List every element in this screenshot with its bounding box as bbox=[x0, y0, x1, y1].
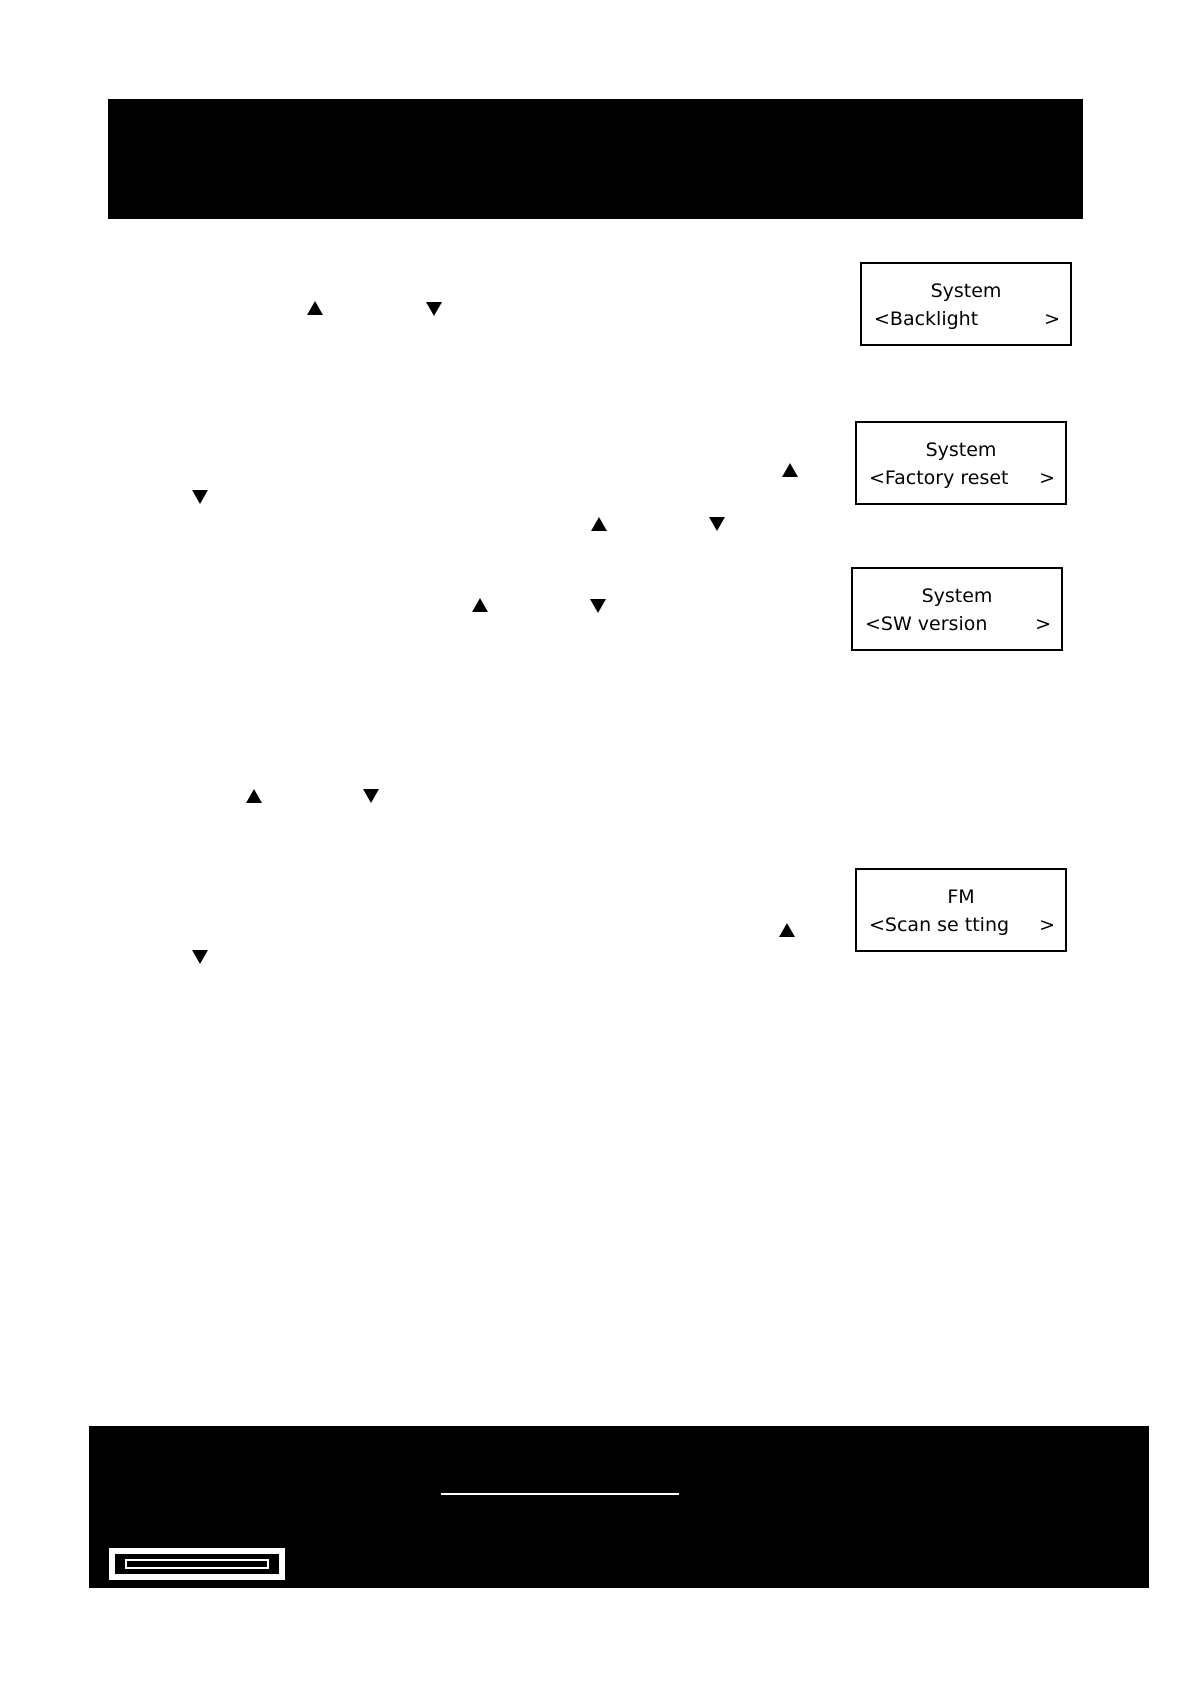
lcd-menu-title: FM bbox=[947, 886, 975, 908]
up-arrow-icon bbox=[779, 923, 795, 937]
lcd-chevron: > bbox=[1039, 467, 1055, 489]
lcd-chevron: > bbox=[1035, 613, 1051, 635]
down-arrow-icon bbox=[709, 517, 725, 531]
footer-logo-inner bbox=[125, 1559, 269, 1569]
lcd-display-sw-version bbox=[851, 567, 1063, 651]
lcd-menu-title: System bbox=[930, 280, 1002, 302]
lcd-display-backlight bbox=[860, 262, 1072, 346]
footer-logo-box bbox=[109, 1548, 285, 1580]
lcd-menu-item: <Factory reset bbox=[869, 467, 1009, 489]
lcd-menu-item: <Scan se tting bbox=[869, 914, 1010, 936]
up-arrow-icon bbox=[472, 598, 488, 612]
up-arrow-icon bbox=[307, 301, 323, 315]
lcd-chevron: > bbox=[1044, 308, 1060, 330]
header-bar bbox=[108, 99, 1083, 219]
up-arrow-icon bbox=[782, 463, 798, 477]
lcd-menu-item: <SW version bbox=[865, 613, 988, 635]
lcd-display-factory-reset bbox=[855, 421, 1067, 505]
up-arrow-icon bbox=[246, 789, 262, 803]
lcd-chevron: > bbox=[1039, 914, 1055, 936]
down-arrow-icon bbox=[590, 599, 606, 613]
down-arrow-icon bbox=[192, 490, 208, 504]
lcd-menu-title: System bbox=[925, 439, 997, 461]
lcd-display-fm-scan-setting bbox=[855, 868, 1067, 952]
up-arrow-icon bbox=[591, 517, 607, 531]
lcd-menu-title: System bbox=[921, 585, 993, 607]
down-arrow-icon bbox=[426, 302, 442, 316]
down-arrow-icon bbox=[192, 950, 208, 964]
footer-link-underline bbox=[441, 1493, 679, 1495]
lcd-menu-item: <Backlight bbox=[874, 308, 979, 330]
down-arrow-icon bbox=[363, 789, 379, 803]
